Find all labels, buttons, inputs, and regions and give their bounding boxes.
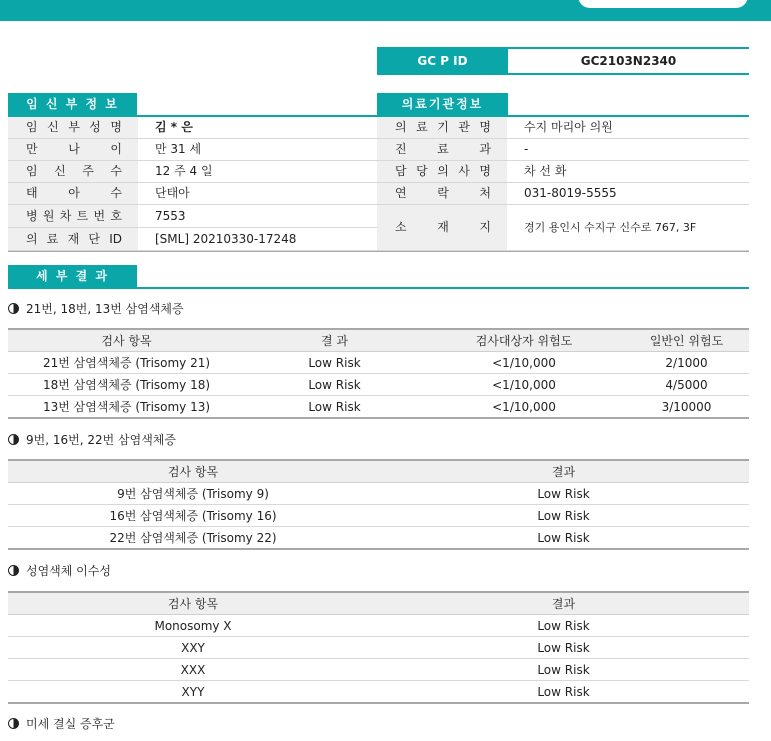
table-row bbox=[8, 527, 749, 550]
trisomy-21-18-13-table bbox=[8, 328, 749, 419]
result-cell: 2/1000 bbox=[624, 352, 749, 374]
patient-field-value: 김 * 은 bbox=[155, 120, 193, 134]
table-row bbox=[8, 681, 749, 704]
result-cell: Low Risk bbox=[245, 396, 424, 419]
section1-col-header: 검사 항목 bbox=[8, 329, 245, 352]
patient-field-value: 12 주 4 일 bbox=[155, 164, 213, 178]
test-item-cell: 16번 삼염색체증 (Trisomy 16) bbox=[8, 505, 378, 527]
test-item-cell: 13번 삼염색체증 (Trisomy 13) bbox=[8, 396, 245, 419]
table-row bbox=[8, 374, 749, 396]
results-line bbox=[8, 287, 749, 289]
patient-field-label: 병 원 차 트 번 호 bbox=[8, 205, 138, 227]
table-row bbox=[8, 396, 749, 419]
result-cell: Low Risk bbox=[378, 681, 749, 704]
hospital-field-value: 031-8019-5555 bbox=[524, 186, 617, 200]
hospital-row bbox=[377, 205, 749, 251]
patient-field-label: 태 아 수 bbox=[8, 183, 138, 204]
hospital-field-label: 의 료 기 관 명 bbox=[377, 117, 507, 138]
section2-col-header: 결과 bbox=[378, 460, 749, 483]
hospital-row bbox=[377, 161, 749, 183]
table-row bbox=[8, 637, 749, 659]
hospital-field-label: 진 료 과 bbox=[377, 139, 507, 160]
patient-field-value: 7553 bbox=[155, 209, 186, 223]
patient-row bbox=[8, 228, 377, 251]
hospital-field-label: 소 재 지 bbox=[377, 205, 507, 250]
test-item-cell: XXY bbox=[8, 637, 378, 659]
result-cell: 3/10000 bbox=[624, 396, 749, 419]
section3-col-header: 검사 항목 bbox=[8, 592, 378, 615]
section1-col-header: 결 과 bbox=[245, 329, 424, 352]
patient-info-tab: 임 신 부 정 보 bbox=[8, 93, 137, 116]
section2-col-header: 검사 항목 bbox=[8, 460, 378, 483]
hospital-field-label: 담 당 의 사 명 bbox=[377, 161, 507, 182]
result-cell: Low Risk bbox=[378, 505, 749, 527]
half-circle-icon bbox=[8, 718, 19, 729]
hospital-row bbox=[377, 139, 749, 161]
hospital-field-value: 수지 마리아 의원 bbox=[524, 120, 613, 134]
test-item-cell: Monosomy X bbox=[8, 615, 378, 637]
half-circle-icon bbox=[8, 303, 19, 314]
patient-field-label: 임 신 주 수 bbox=[8, 161, 138, 182]
result-cell: Low Risk bbox=[378, 659, 749, 681]
result-cell: Low Risk bbox=[378, 483, 749, 505]
table-row bbox=[8, 352, 749, 374]
patient-row bbox=[8, 161, 377, 183]
result-cell: Low Risk bbox=[378, 637, 749, 659]
patient-field-value: [SML] 20210330-17248 bbox=[155, 232, 297, 246]
gcp-id-label: GC P ID bbox=[377, 49, 508, 73]
sex-chromosome-table bbox=[8, 591, 749, 704]
top-banner bbox=[0, 0, 771, 21]
table-row bbox=[8, 615, 749, 637]
patient-field-value: 단태아 bbox=[155, 186, 190, 200]
trisomy-9-16-22-table bbox=[8, 459, 749, 550]
result-cell: 4/5000 bbox=[624, 374, 749, 396]
patient-field-value: 만 31 세 bbox=[155, 142, 202, 156]
table-row bbox=[8, 659, 749, 681]
section-sex-chromosome-heading: 성염색체 이수성 bbox=[8, 563, 111, 579]
result-cell: Low Risk bbox=[245, 352, 424, 374]
patient-field-label: 의 료 재 단 ID bbox=[8, 228, 138, 250]
patient-row bbox=[8, 205, 377, 228]
section1-col-header: 일반인 위험도 bbox=[624, 329, 749, 352]
section1-col-header: 검사대상자 위험도 bbox=[424, 329, 624, 352]
section-trisomy-9-16-22-heading: 9번, 16번, 22번 삼염색체증 bbox=[8, 432, 176, 448]
gcp-id-value: GC2103N2340 bbox=[580, 54, 677, 68]
result-cell: <1/10,000 bbox=[424, 352, 624, 374]
half-circle-icon bbox=[8, 434, 19, 445]
result-cell: Low Risk bbox=[378, 615, 749, 637]
patient-field-label: 만 나 이 bbox=[8, 139, 138, 160]
hospital-field-value: 경기 용인시 수지구 신수로 767, 3F bbox=[524, 221, 697, 234]
hospital-row bbox=[377, 117, 749, 139]
half-circle-icon bbox=[8, 565, 19, 576]
hospital-field-label: 연 락 처 bbox=[377, 183, 507, 204]
result-cell: Low Risk bbox=[245, 374, 424, 396]
section-microdeletion-heading: 미세 결실 증후군 bbox=[8, 716, 115, 732]
hospital-row bbox=[377, 183, 749, 205]
patient-row bbox=[8, 117, 377, 139]
test-item-cell: 21번 삼염색체증 (Trisomy 21) bbox=[8, 352, 245, 374]
test-item-cell: 9번 삼염색체증 (Trisomy 9) bbox=[8, 483, 378, 505]
result-cell: <1/10,000 bbox=[424, 396, 624, 419]
gcp-id-box bbox=[377, 47, 749, 75]
patient-field-label: 임 신 부 성 명 bbox=[8, 117, 138, 138]
table-row bbox=[8, 483, 749, 505]
patient-row bbox=[8, 183, 377, 205]
hospital-field-value: - bbox=[524, 142, 529, 156]
banner-tab bbox=[578, 0, 748, 8]
test-item-cell: XYY bbox=[8, 681, 378, 704]
section-trisomy-21-18-13-heading: 21번, 18번, 13번 삼염색체증 bbox=[8, 301, 184, 317]
section3-col-header: 결과 bbox=[378, 592, 749, 615]
results-tab: 세 부 결 과 bbox=[8, 265, 137, 288]
hospital-field-value: 차 선 화 bbox=[524, 164, 567, 178]
test-item-cell: 18번 삼염색체증 (Trisomy 18) bbox=[8, 374, 245, 396]
table-row bbox=[8, 505, 749, 527]
result-cell: Low Risk bbox=[378, 527, 749, 550]
info-bottom-rule bbox=[8, 251, 749, 252]
patient-row bbox=[8, 139, 377, 161]
test-item-cell: 22번 삼염색체증 (Trisomy 22) bbox=[8, 527, 378, 550]
hospital-info-tab: 의료기관정보 bbox=[377, 93, 508, 116]
result-cell: <1/10,000 bbox=[424, 374, 624, 396]
test-item-cell: XXX bbox=[8, 659, 378, 681]
